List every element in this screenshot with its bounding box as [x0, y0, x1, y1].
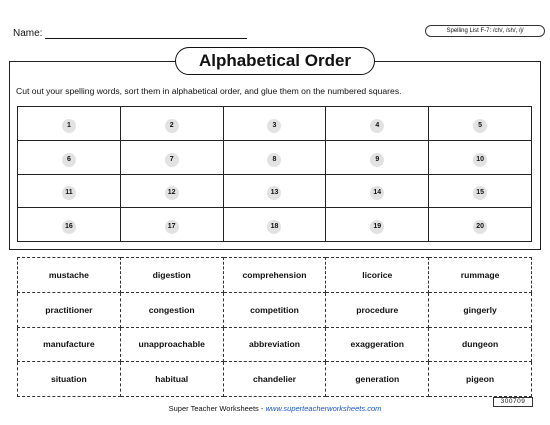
- numbered-square: [223, 107, 326, 141]
- word-card: manufacture: [18, 327, 121, 362]
- numbered-square: [326, 174, 429, 208]
- numbered-square: [429, 174, 532, 208]
- word-card: chandelier: [223, 362, 326, 397]
- square-number: 1: [62, 119, 76, 133]
- square-row: [18, 174, 532, 208]
- name-row: [13, 28, 247, 39]
- footer-brand: Super Teacher Worksheets -: [168, 404, 266, 413]
- square-number: 17: [165, 220, 179, 234]
- word-row: [18, 362, 532, 397]
- square-number: 15: [473, 186, 487, 200]
- word-card: comprehension: [223, 258, 326, 293]
- square-number: 16: [62, 220, 76, 234]
- square-number: 5: [473, 119, 487, 133]
- square-number: 13: [267, 186, 281, 200]
- numbered-square: [18, 107, 121, 141]
- square-row: [18, 208, 532, 242]
- name-label: Name:: [13, 28, 43, 39]
- word-card: unapproachable: [120, 327, 223, 362]
- spelling-list-badge: Spelling List F-7: /ch/, /sh/, /j/: [425, 25, 545, 37]
- square-row: [18, 140, 532, 174]
- word-row: [18, 258, 532, 293]
- page-title: Alphabetical Order: [175, 47, 375, 75]
- square-number: 10: [473, 153, 487, 167]
- square-row: [18, 107, 532, 141]
- numbered-square: [120, 208, 223, 242]
- word-card: rummage: [429, 258, 532, 293]
- word-row: [18, 327, 532, 362]
- word-cutout-grid: [17, 257, 532, 397]
- square-number: 12: [165, 186, 179, 200]
- footer: [0, 404, 550, 413]
- square-number: 9: [370, 153, 384, 167]
- numbered-square: [326, 107, 429, 141]
- numbered-square: [18, 174, 121, 208]
- square-number: 11: [62, 186, 76, 200]
- square-number: 8: [267, 153, 281, 167]
- word-card: practitioner: [18, 292, 121, 327]
- numbered-square: [120, 107, 223, 141]
- numbered-square: [223, 140, 326, 174]
- word-card: digestion: [120, 258, 223, 293]
- word-card: competition: [223, 292, 326, 327]
- square-number: 4: [370, 119, 384, 133]
- instructions: Cut out your spelling words, sort them in alphabetical order, and glue them on the numbered squares.: [16, 86, 402, 96]
- word-card: dungeon: [429, 327, 532, 362]
- square-number: 18: [267, 220, 281, 234]
- numbered-square: [120, 174, 223, 208]
- numbered-square: [223, 208, 326, 242]
- numbered-square: [429, 208, 532, 242]
- word-card: exaggeration: [326, 327, 429, 362]
- numbered-square: [223, 174, 326, 208]
- word-card: situation: [18, 362, 121, 397]
- numbered-square: [18, 208, 121, 242]
- worksheet-code: 300709: [493, 397, 533, 407]
- numbered-square: [120, 140, 223, 174]
- word-card: licorice: [326, 258, 429, 293]
- numbered-square: [18, 140, 121, 174]
- word-row: [18, 292, 532, 327]
- square-number: 20: [473, 220, 487, 234]
- word-card: mustache: [18, 258, 121, 293]
- square-number: 14: [370, 186, 384, 200]
- word-card: procedure: [326, 292, 429, 327]
- word-card: congestion: [120, 292, 223, 327]
- square-number: 6: [62, 153, 76, 167]
- square-number: 19: [370, 220, 384, 234]
- word-card: habitual: [120, 362, 223, 397]
- word-card: generation: [326, 362, 429, 397]
- word-card: pigeon: [429, 362, 532, 397]
- numbered-square: [429, 107, 532, 141]
- square-number: 3: [267, 119, 281, 133]
- numbered-square: [429, 140, 532, 174]
- square-number: 7: [165, 153, 179, 167]
- numbered-square: [326, 208, 429, 242]
- word-card: abbreviation: [223, 327, 326, 362]
- numbered-square: [326, 140, 429, 174]
- word-card: gingerly: [429, 292, 532, 327]
- numbered-squares-grid: [17, 106, 532, 242]
- square-number: 2: [165, 119, 179, 133]
- footer-link[interactable]: www.superteacherworksheets.com: [265, 404, 382, 413]
- name-line: [45, 28, 247, 39]
